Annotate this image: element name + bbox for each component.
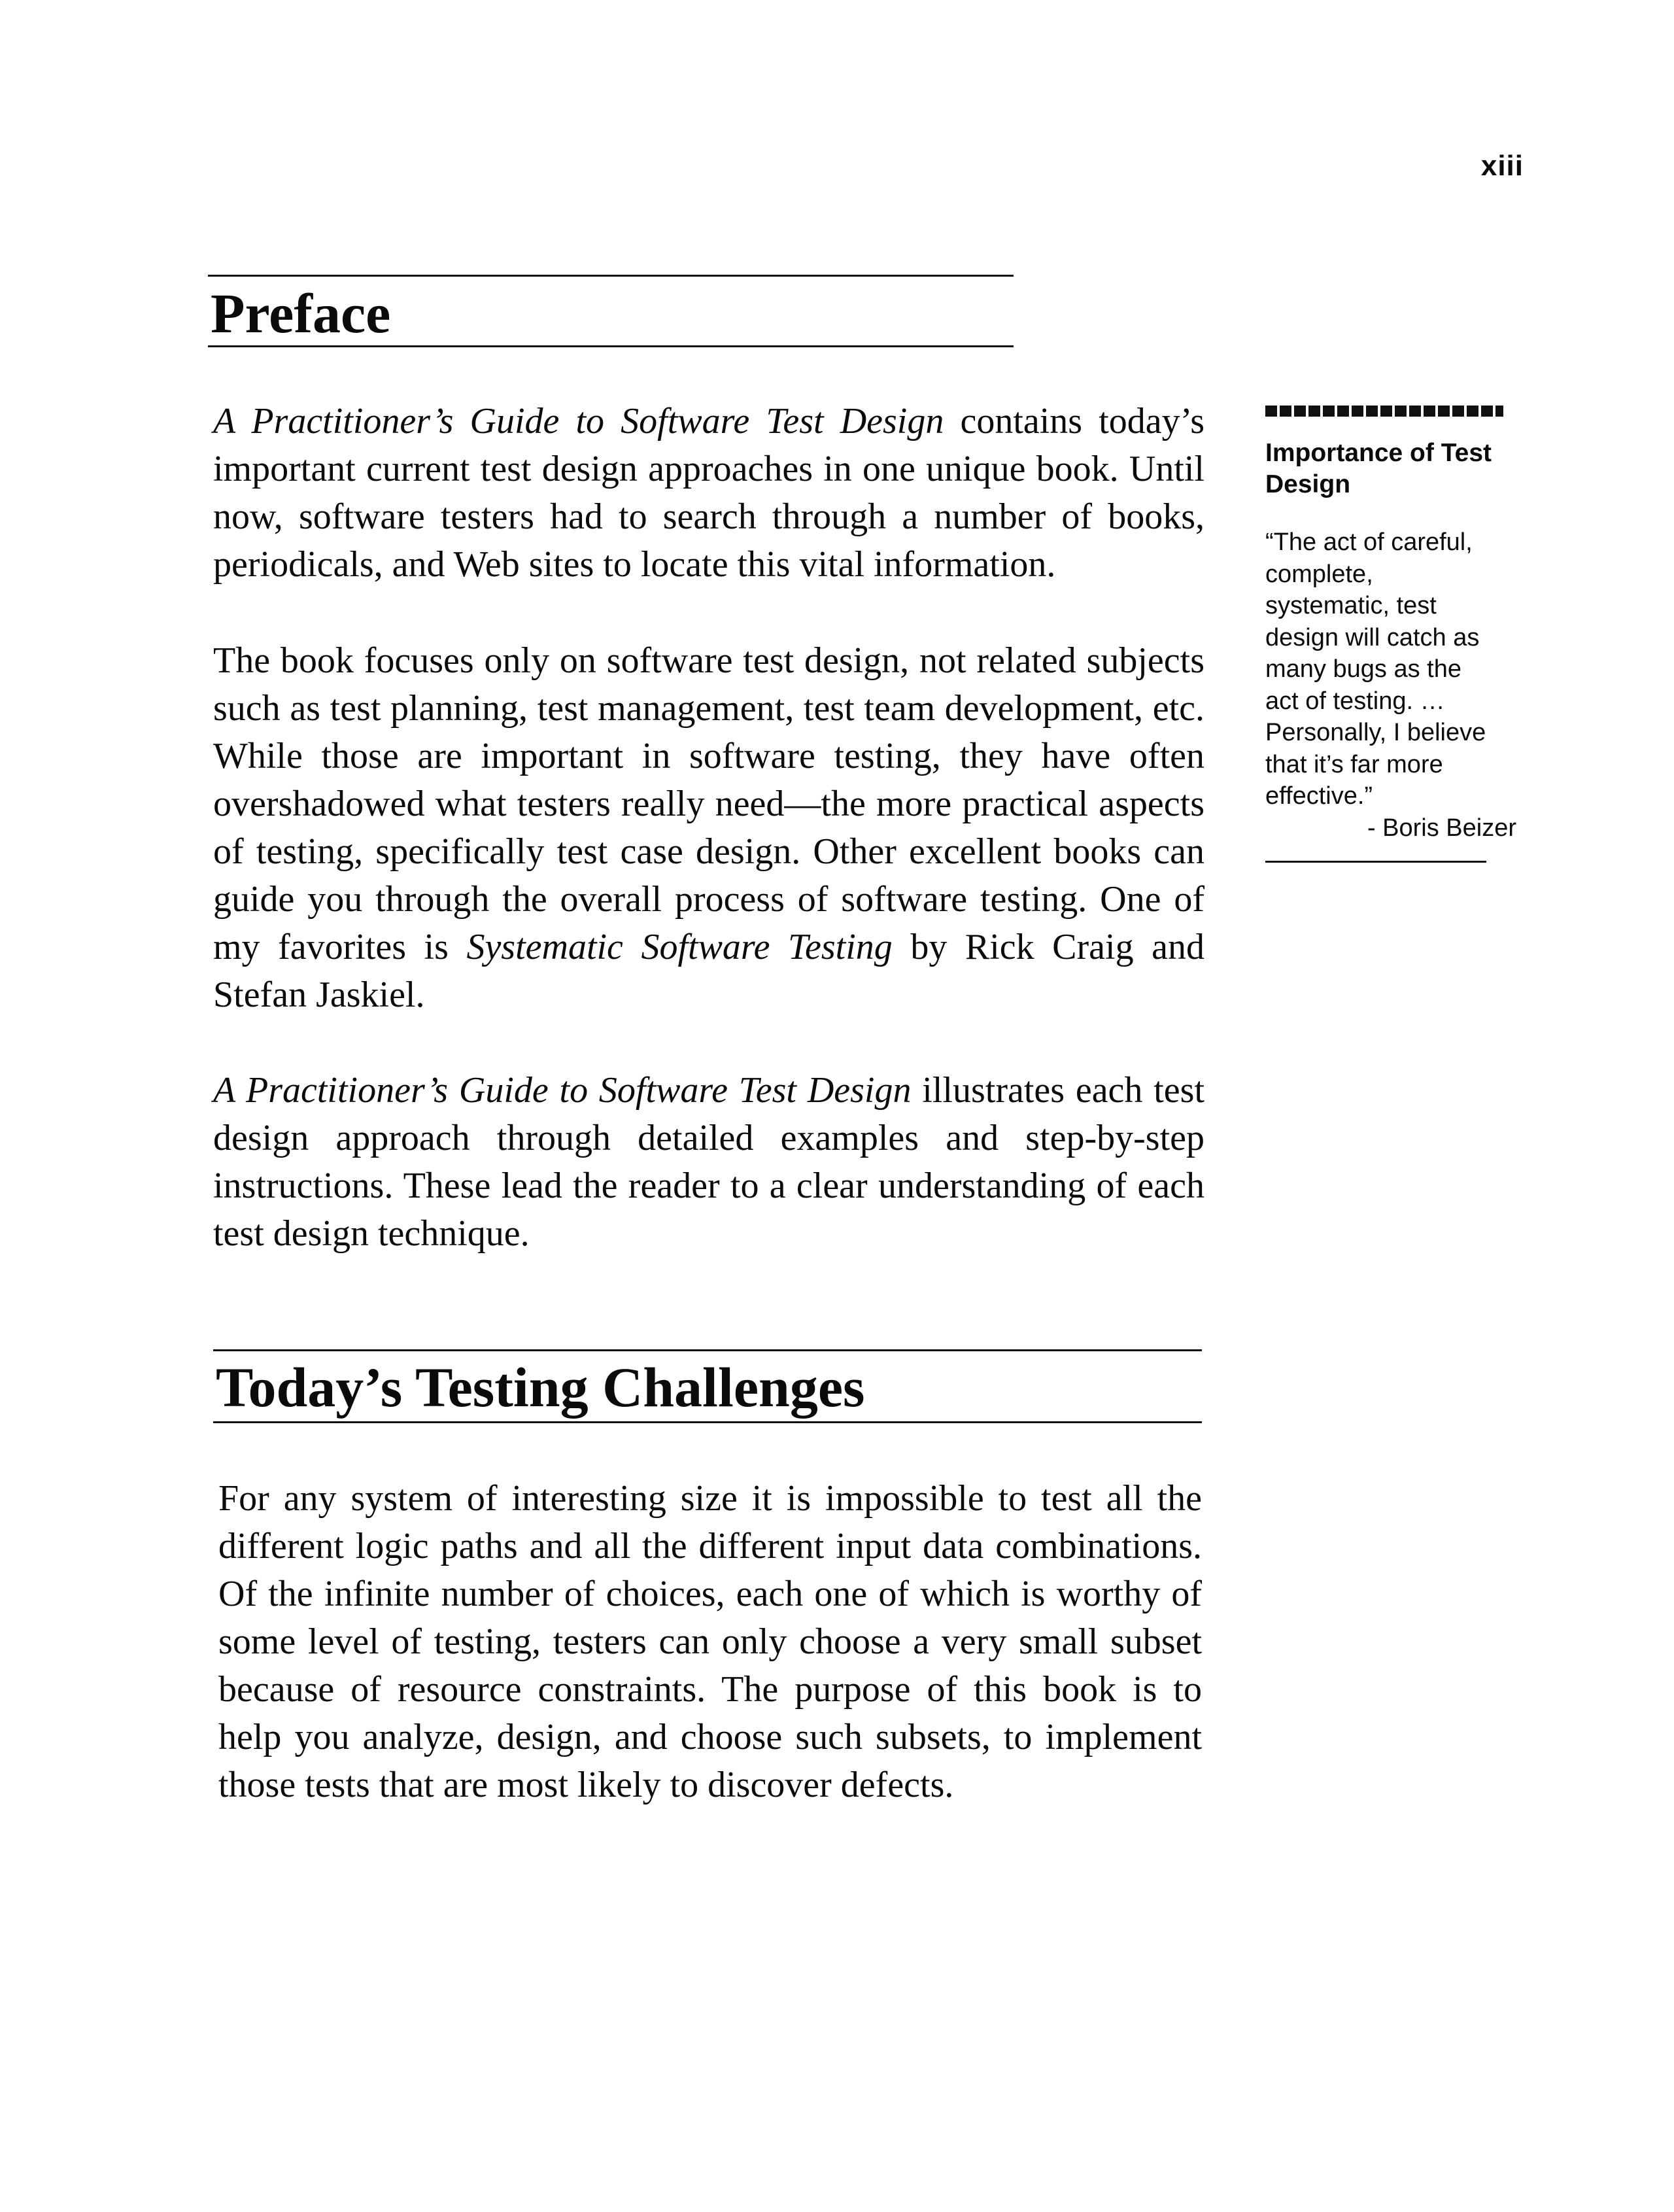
- preface-paragraph-2: [213, 637, 1204, 1019]
- preface-paragraph-3: [213, 1067, 1204, 1258]
- quote-line: many bugs as the: [1265, 655, 1461, 683]
- sidebar-title: [1265, 438, 1520, 500]
- paragraph-text: contains today’s important current test design approaches in one unique book. Until now, software testers had to search through a number of books, periodicals, and Web sites to locate this vital information.: [213, 401, 1204, 585]
- paragraph-text: The book focuses only on software test design, not related subjects such as test planning, test management, test team development, etc. While those are important in software testing, they have often overshadowed what testers really need—the more practical aspects of testing, specifically test case design. Other excellent books can guide you through the overall process of software testing. One of my favorites is: [213, 640, 1204, 967]
- quote-attribution: - Boris Beizer: [1367, 814, 1516, 842]
- quote-line: “The act of careful,: [1265, 528, 1473, 556]
- sidebar-quote: [1265, 527, 1520, 812]
- quote-line: effective.”: [1265, 782, 1373, 810]
- quote-line: Personally, I believe: [1265, 719, 1486, 746]
- challenges-heading: Today’s Testing Challenges: [216, 1356, 865, 1419]
- preface-heading: Preface: [211, 282, 391, 345]
- sidebar-decorative-bar: [1265, 406, 1503, 417]
- paragraph-text-end: by Rick Craig and Stefan Jaskiel.: [213, 927, 1204, 1015]
- sidebar-title-line: Importance of Test: [1265, 439, 1492, 467]
- page-number: xiii: [1480, 150, 1524, 182]
- preface-top-rule: [208, 275, 1014, 277]
- referenced-book-title: Systematic Software Testing: [466, 927, 893, 967]
- preface-bottom-rule: [208, 345, 1014, 347]
- book-title: A Practitioner’s Guide to Software Test Design: [213, 1070, 912, 1111]
- quote-line: design will catch as: [1265, 623, 1480, 651]
- quote-line: act of testing. …: [1265, 687, 1445, 715]
- challenges-top-rule: [213, 1349, 1202, 1351]
- challenges-paragraph-1: For any system of interesting size it is impossible to test all the different logic paths and all the different input data combinations. Of the infinite number of choices, each one of which is worthy of some level of testing, testers can only choose a very small subset because of resource constraints. The purpose of this book is to help you analyze, design, and choose such subsets, to implement those tests that are most likely to discover defects.: [218, 1478, 1202, 1805]
- sidebar-title-line: Design: [1265, 470, 1351, 498]
- book-title: A Practitioner’s Guide to Software Test Design: [213, 401, 944, 441]
- paragraph-text: illustrates each test design approach through detailed examples and step-by-step instructions. These lead the reader to a clear understanding of each test design technique.: [213, 1070, 1204, 1254]
- quote-line: complete,: [1265, 560, 1373, 588]
- sidebar-bottom-rule: [1265, 861, 1486, 863]
- sidebar-note: [1265, 406, 1520, 863]
- preface-paragraph-1: [213, 398, 1204, 589]
- challenges-bottom-rule: [213, 1421, 1202, 1423]
- quote-line: systematic, test: [1265, 592, 1437, 619]
- quote-line: that it’s far more: [1265, 750, 1443, 778]
